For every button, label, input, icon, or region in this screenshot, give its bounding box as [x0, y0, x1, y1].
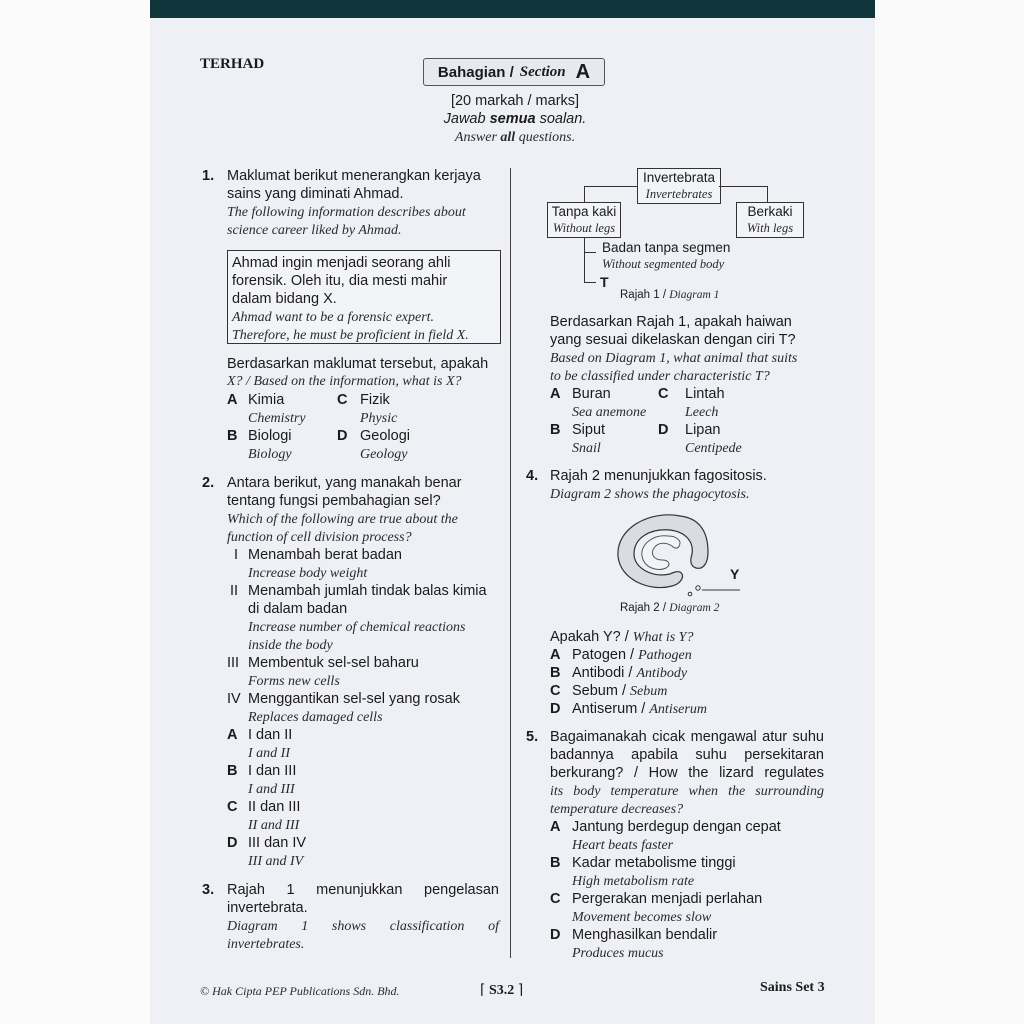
- diagram1-sub-ms: Badan tanpa segmen: [602, 240, 731, 255]
- q3-ask-en-1: Based on Diagram 1, what animal that suits: [550, 351, 798, 366]
- instruction-en: Answer all questions.: [454, 130, 576, 145]
- q1-option-a-en: Chemistry: [248, 411, 306, 426]
- marks-label: [20 markah / marks]: [450, 93, 580, 109]
- q1-stem-en-1: The following information describes about: [227, 205, 466, 220]
- q1-ask-ms: Berdasarkan maklumat tersebut, apakah: [227, 356, 489, 372]
- footer-set-label: Sains Set 3: [760, 980, 825, 995]
- q2-statement-iii-en: Forms new cells: [248, 674, 340, 689]
- restricted-label: TERHAD: [200, 56, 265, 72]
- q1-stem-ms-1: Maklumat berikut menerangkan kerjaya: [227, 168, 481, 184]
- q2-statement-i-ms: Menambah berat badan: [248, 547, 402, 563]
- diagram1-connector: [584, 282, 596, 283]
- q4-ask: Apakah Y? / What is Y?: [550, 629, 694, 645]
- q5-option-c-letter[interactable]: C: [550, 891, 561, 907]
- q5-option-c-ms: Pergerakan menjadi perlahan: [572, 891, 763, 907]
- q2-statement-iv-roman: IV: [227, 691, 241, 707]
- q5-stem-1: Bagaimanakah cicak mengawal atur suhu: [550, 729, 824, 745]
- q3-option-a-letter[interactable]: A: [550, 386, 561, 402]
- instruction-ms: Jawab semua soalan.: [443, 111, 587, 127]
- q3-stem-ms-2: invertebrata.: [227, 900, 308, 916]
- q2-option-a-en: I and II: [248, 746, 290, 761]
- q5-stem-5: temperature decreases?: [550, 802, 684, 817]
- q1-ask-line2: X? / Based on the information, what is X?: [227, 374, 462, 389]
- q4-stem-en: Diagram 2 shows the phagocytosis.: [550, 487, 750, 502]
- q3-option-a-ms: Buran: [572, 386, 611, 402]
- q1-box-en-1: Ahmad want to be a forensic expert.: [232, 310, 435, 325]
- q5-option-d-en: Produces mucus: [572, 946, 664, 961]
- diagram1-root-node: Invertebrata Invertebrates: [637, 168, 721, 204]
- diagram1-connector: [584, 186, 637, 187]
- q4-option-d: Antiserum / Antiserum: [572, 701, 707, 717]
- q2-statement-iv-en: Replaces damaged cells: [248, 710, 383, 725]
- q5-option-b-ms: Kadar metabolisme tinggi: [572, 855, 736, 871]
- q2-statement-iv-ms: Menggantikan sel-sel yang rosak: [248, 691, 460, 707]
- q5-option-d-letter[interactable]: D: [550, 927, 561, 943]
- q2-statement-ii-ms-1: Menambah jumlah tindak balas kimia: [248, 583, 487, 599]
- q2-number: 2.: [202, 475, 215, 491]
- diagram1-connector: [767, 186, 768, 202]
- q2-statement-ii-en-2: inside the body: [248, 638, 333, 653]
- q1-option-b-ms: Biologi: [248, 428, 292, 444]
- q4-option-a-letter[interactable]: A: [550, 647, 561, 663]
- scan-top-edge: [150, 0, 875, 18]
- q3-stem-ms-1: Rajah 1 menunjukkan pengelasan: [227, 882, 499, 898]
- q1-box-ms-2: forensik. Oleh itu, dia mesti mahir: [232, 273, 448, 289]
- diagram1-connector: [584, 186, 585, 202]
- q1-box-ms-1: Ahmad ingin menjadi seorang ahli: [232, 255, 451, 271]
- q5-option-a-ms: Jantung berdegup dengan cepat: [572, 819, 781, 835]
- q4-number: 4.: [526, 468, 539, 484]
- section-heading: [423, 58, 605, 86]
- diagram1-right-node: Berkaki With legs: [736, 202, 804, 238]
- diagram1-sub-en: Without segmented body: [602, 257, 725, 271]
- q5-number: 5.: [526, 729, 539, 745]
- q1-stem-en-2: science career liked by Ahmad.: [227, 223, 402, 238]
- diagram1-connector: [719, 186, 767, 187]
- q3-ask-ms-2: yang sesuai dikelaskan dengan ciri T?: [550, 332, 796, 348]
- q1-box-en-2: Therefore, he must be proficient in field X.: [232, 328, 469, 343]
- section-letter: A: [575, 60, 591, 83]
- q3-option-c-ms: Lintah: [685, 386, 725, 402]
- q2-option-a-letter[interactable]: A: [227, 727, 238, 743]
- diagram1-connector: [584, 252, 596, 253]
- q4-option-a: Patogen / Pathogen: [572, 647, 692, 663]
- section-label-ms: Bahagian /: [437, 63, 514, 81]
- q3-ask-ms-1: Berdasarkan Rajah 1, apakah haiwan: [550, 314, 792, 330]
- q3-option-d-ms: Lipan: [685, 422, 721, 438]
- q2-stem-ms-1: Antara berikut, yang manakah benar: [227, 475, 462, 491]
- q1-number: 1.: [202, 168, 215, 184]
- q2-stem-en-2: function of cell division process?: [227, 530, 412, 545]
- scan-margin-right: [875, 0, 1024, 1024]
- q2-option-c-ms: II dan III: [248, 799, 301, 815]
- q2-statement-iii-ms: Membentuk sel-sel baharu: [248, 655, 419, 671]
- q5-stem-3: berkurang? / How the lizard regulates: [550, 765, 824, 781]
- q2-statement-i-en: Increase body weight: [248, 566, 368, 581]
- phagocyte-cell: [618, 515, 708, 588]
- q5-option-c-en: Movement becomes slow: [572, 910, 712, 925]
- q3-option-a-en: Sea anemone: [572, 405, 647, 420]
- q1-option-c-letter[interactable]: C: [337, 392, 348, 408]
- q4-option-c-letter[interactable]: C: [550, 683, 561, 699]
- q2-stem-ms-2: tentang fungsi pembahagian sel?: [227, 493, 441, 509]
- scan-margin-left: [0, 0, 150, 1024]
- exam-page: [150, 18, 875, 1024]
- q2-option-a-ms: I dan II: [248, 727, 293, 743]
- q2-statement-i-roman: I: [234, 547, 239, 563]
- column-divider: [510, 168, 511, 958]
- q4-option-b-letter[interactable]: B: [550, 665, 561, 681]
- q3-option-b-ms: Siput: [572, 422, 606, 438]
- diagram1-caption: Rajah 1 / Diagram 1: [620, 289, 720, 301]
- q3-option-c-en: Leech: [685, 405, 719, 420]
- q2-statement-ii-roman: II: [230, 583, 239, 599]
- q4-option-c: Sebum / Sebum: [572, 683, 668, 699]
- q5-stem-4: its body temperature when the surrounding: [550, 784, 824, 799]
- q5-stem-2: badannya apabila suhu persekitaran: [550, 747, 824, 763]
- phagocyte-nucleus: [642, 536, 680, 570]
- q5-option-a-en: Heart beats faster: [572, 838, 674, 853]
- q1-option-c-en: Physic: [360, 411, 398, 426]
- q2-option-c-en: II and III: [248, 818, 300, 833]
- q3-number: 3.: [202, 882, 215, 898]
- pathogen-y: [696, 586, 700, 590]
- diagram2-label-y: Y: [730, 566, 740, 582]
- q2-stem-en-1: Which of the following are true about the: [227, 512, 458, 527]
- q2-option-b-ms: I dan III: [248, 763, 297, 779]
- q5-option-d-ms: Menghasilkan bendalir: [572, 927, 718, 943]
- pathogen-particle: [688, 592, 692, 596]
- q3-option-d-letter[interactable]: D: [658, 422, 669, 438]
- q1-stem-ms-2: sains yang diminati Ahmad.: [227, 186, 404, 202]
- q1-option-a-ms: Kimia: [248, 392, 285, 408]
- q2-option-d-letter[interactable]: D: [227, 835, 238, 851]
- diagram1-leaf-t: T: [600, 274, 609, 290]
- q3-ask-en-2: to be classified under characteristic T?: [550, 369, 770, 384]
- q1-option-d-letter[interactable]: D: [337, 428, 348, 444]
- diagram2-caption: Rajah 2 / Diagram 2: [620, 602, 720, 614]
- q1-option-c-ms: Fizik: [360, 392, 390, 408]
- q4-option-d-letter[interactable]: D: [550, 701, 561, 717]
- q1-box-ms-3: dalam bidang X.: [232, 291, 337, 307]
- q3-option-c-letter[interactable]: C: [658, 386, 669, 402]
- q4-option-b: Antibodi / Antibody: [572, 665, 688, 681]
- q5-option-b-en: High metabolism rate: [572, 874, 695, 889]
- q2-option-d-ms: III dan IV: [248, 835, 307, 851]
- footer-copyright: © Hak Cipta PEP Publications Sdn. Bhd.: [200, 984, 400, 998]
- q5-option-a-letter[interactable]: A: [550, 819, 561, 835]
- q2-statement-iii-roman: III: [227, 655, 240, 671]
- q1-option-b-en: Biology: [248, 447, 292, 462]
- q2-statement-ii-en-1: Increase number of chemical reactions: [248, 620, 466, 635]
- footer-page-number: ⌈ S3.2 ⌉: [480, 983, 524, 998]
- q2-option-b-en: I and III: [248, 782, 295, 797]
- q1-option-d-en: Geology: [360, 447, 408, 462]
- q2-option-c-letter[interactable]: C: [227, 799, 238, 815]
- q1-option-d-ms: Geologi: [360, 428, 410, 444]
- q3-option-d-en: Centipede: [685, 441, 742, 456]
- q4-stem-ms: Rajah 2 menunjukkan fagositosis.: [550, 468, 767, 484]
- diagram1-connector: [584, 238, 585, 282]
- q2-option-b-letter[interactable]: B: [227, 763, 238, 779]
- section-label-en: Section: [519, 63, 566, 80]
- q5-option-b-letter[interactable]: B: [550, 855, 561, 871]
- diagram1-left-node: Tanpa kaki Without legs: [547, 202, 621, 238]
- q3-stem-en-2: invertebrates.: [227, 937, 305, 952]
- q3-stem-en-1: Diagram 1 shows classification of: [227, 919, 499, 934]
- q1-option-a-letter[interactable]: A: [227, 392, 238, 408]
- q3-option-b-letter[interactable]: B: [550, 422, 561, 438]
- phagocytosis-diagram: [610, 508, 750, 608]
- q1-option-b-letter[interactable]: B: [227, 428, 238, 444]
- q2-statement-ii-ms-2: di dalam badan: [248, 601, 348, 617]
- q3-option-b-en: Snail: [572, 441, 601, 456]
- q2-option-d-en: III and IV: [248, 854, 304, 869]
